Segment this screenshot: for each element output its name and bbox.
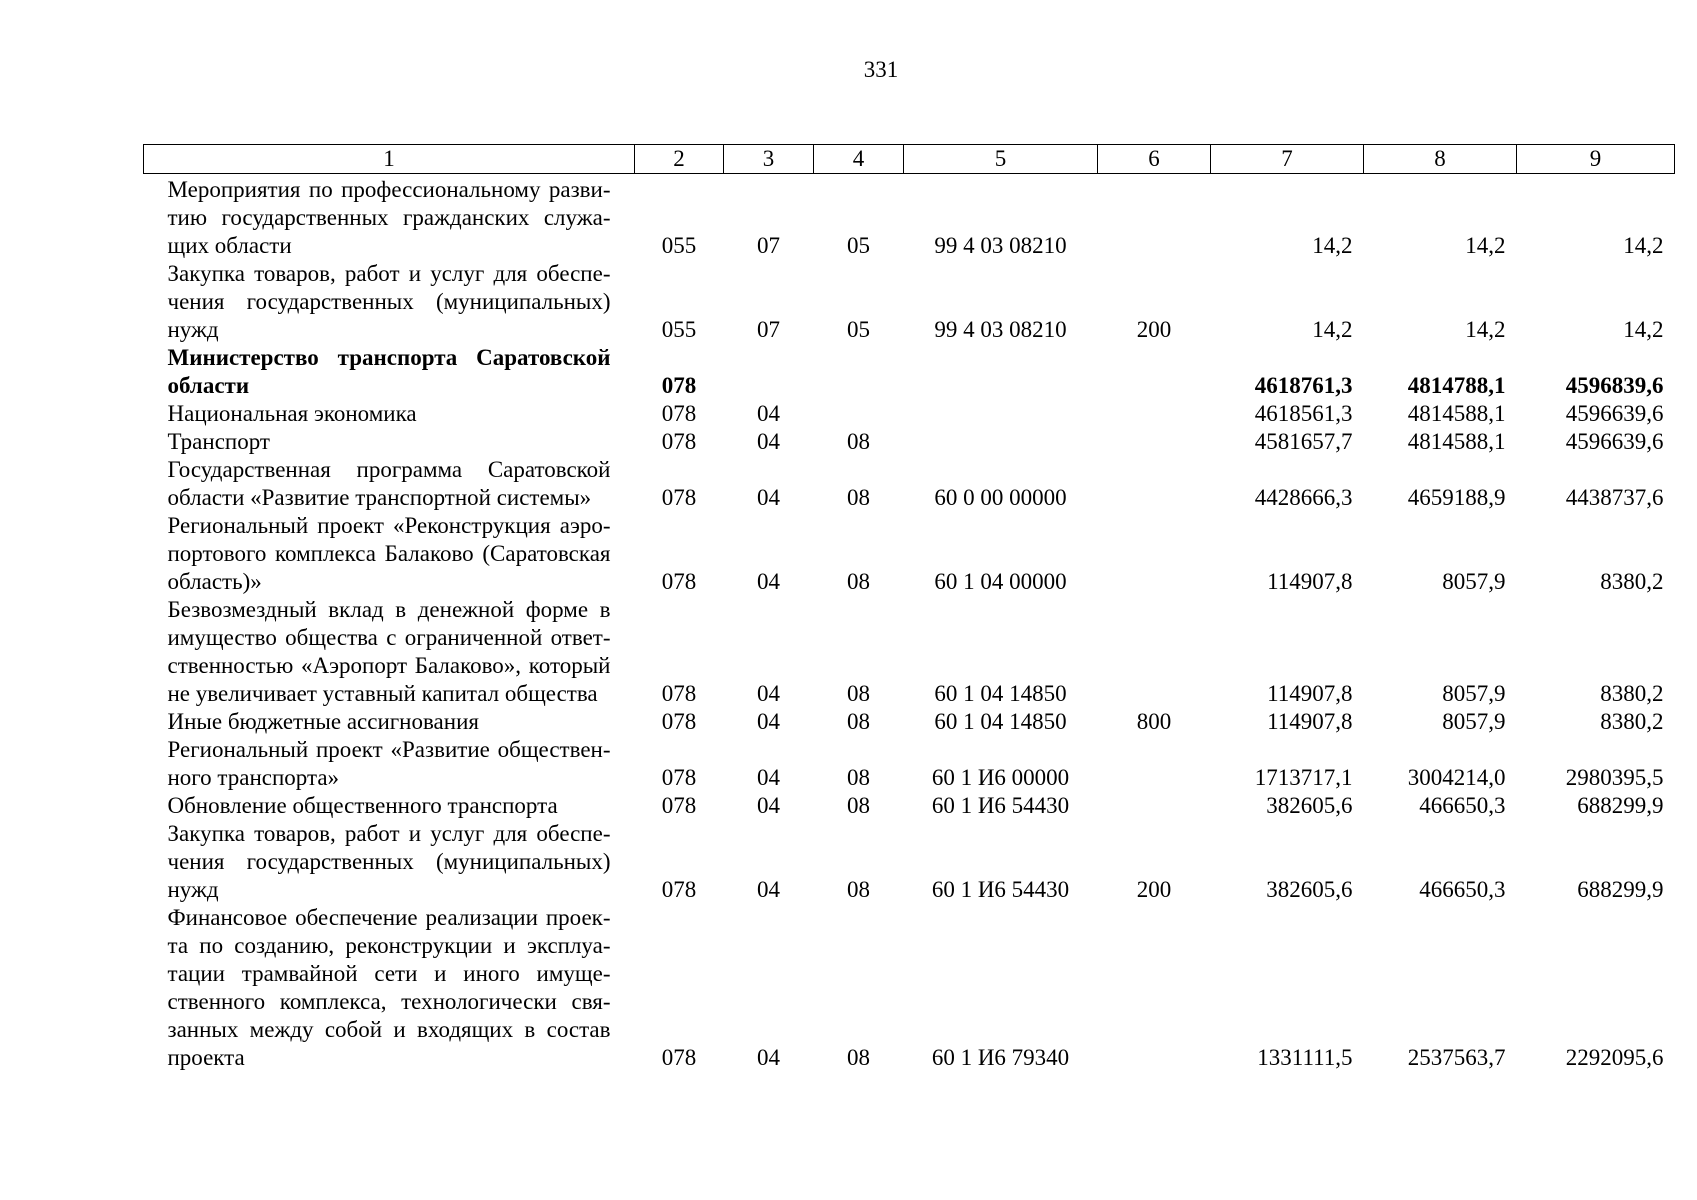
code-cell: 078: [661, 681, 697, 706]
amount-cell: 2292095,6: [1565, 1045, 1664, 1070]
amount-cell: 8057,9: [1442, 681, 1506, 706]
item-name-line: проекта: [167, 1045, 245, 1070]
item-name-line: Региональный проект «Реконструкция аэро-: [167, 513, 611, 538]
table-row: [144, 736, 1675, 792]
target-article-cell: 60 0 00 00000: [934, 485, 1067, 510]
amount-cell: 3004214,0: [1407, 765, 1506, 790]
amount-cell: 688299,9: [1577, 793, 1664, 818]
amount-cell: 14,2: [1312, 233, 1353, 258]
item-name-line: тации трамвайной сети и иного имуще-: [167, 961, 611, 986]
subsection-cell: 05: [847, 317, 870, 342]
section-cell: 04: [757, 429, 780, 454]
section-cell: 04: [757, 401, 780, 426]
item-name-line: области: [167, 373, 250, 398]
amount-cell: 4428666,3: [1254, 485, 1353, 510]
code-cell: 078: [661, 793, 697, 818]
amount-cell: 14,2: [1465, 233, 1506, 258]
section-cell: 07: [757, 233, 780, 258]
amount-cell: 4814588,1: [1407, 401, 1506, 426]
section-cell: 04: [757, 681, 780, 706]
target-article-cell: 60 1 04 14850: [934, 709, 1067, 734]
table-row: [144, 820, 1675, 904]
subsection-cell: 08: [847, 877, 870, 902]
amount-cell: 4438737,6: [1565, 485, 1664, 510]
section-cell: 07: [757, 317, 780, 342]
expense-type-cell: 200: [1136, 877, 1172, 902]
amount-cell: 114907,8: [1267, 569, 1353, 594]
subsection-cell: 08: [847, 765, 870, 790]
code-cell: 078: [661, 877, 697, 902]
expense-type-cell: [1098, 456, 1211, 512]
item-name-cell: [144, 456, 635, 512]
item-name-line: Транспорт: [167, 429, 270, 454]
item-name-cell: [144, 708, 635, 736]
item-name-cell: [144, 400, 635, 428]
header-cell: 6: [1098, 145, 1211, 174]
expense-type-cell: [1098, 428, 1211, 456]
table-header: [144, 145, 1675, 174]
page-number: 331: [863, 57, 899, 82]
target-article-cell: [904, 428, 1098, 456]
table-row: [144, 456, 1675, 512]
amount-cell: 8057,9: [1442, 569, 1506, 594]
amount-cell: 4618561,3: [1254, 401, 1353, 426]
item-name-line: ного транспорта»: [167, 765, 340, 790]
target-article-cell: 60 1 И6 54430: [931, 793, 1070, 818]
amount-cell: 2537563,7: [1407, 1045, 1506, 1070]
item-name-cell: [144, 512, 635, 596]
table-row: [144, 596, 1675, 708]
item-name-line: области «Развитие транспортной системы»: [167, 485, 592, 510]
table-row: [144, 400, 1675, 428]
amount-cell: 8380,2: [1600, 569, 1664, 594]
table-row: [144, 708, 1675, 736]
amount-cell: 2980395,5: [1565, 765, 1664, 790]
item-name-line: чения государственных (муниципальных): [167, 289, 611, 314]
subsection-cell: 08: [847, 1045, 870, 1070]
header-cell: 2: [635, 145, 724, 174]
amount-cell: 8057,9: [1442, 709, 1506, 734]
table-row: [144, 904, 1675, 1072]
amount-cell: 14,2: [1623, 317, 1664, 342]
code-cell: 078: [661, 401, 697, 426]
expense-type-cell: [1098, 400, 1211, 428]
subsection-cell: [814, 400, 904, 428]
expense-type-cell: 200: [1136, 317, 1172, 342]
target-article-cell: 60 1 И6 79340: [931, 1045, 1070, 1070]
section-cell: 04: [757, 877, 780, 902]
amount-cell: 4814588,1: [1407, 429, 1506, 454]
item-name-line: Иные бюджетные ассигнования: [167, 709, 479, 734]
item-name-line: чения государственных (муниципальных): [167, 849, 611, 874]
expense-type-cell: 800: [1136, 709, 1172, 734]
item-name-line: занных между собой и входящих в состав: [167, 1017, 611, 1042]
code-cell: 055: [661, 233, 697, 258]
item-name-line: Государственная программа Саратовской: [167, 457, 611, 482]
amount-cell: 688299,9: [1577, 877, 1664, 902]
table-row: [144, 792, 1675, 820]
code-cell: 078: [661, 373, 697, 398]
code-cell: 055: [661, 317, 697, 342]
item-name-cell: [144, 820, 635, 904]
amount-cell: 4659188,9: [1407, 485, 1506, 510]
section-cell: 04: [757, 793, 780, 818]
table-row: [144, 174, 1675, 261]
subsection-cell: 08: [847, 429, 870, 454]
item-name-line: ственностью «Аэропорт Балаково», который: [167, 653, 611, 678]
amount-cell: 466650,3: [1419, 793, 1506, 818]
section-cell: 04: [757, 709, 780, 734]
item-name-line: Национальная экономика: [167, 401, 417, 426]
code-cell: 078: [661, 485, 697, 510]
code-cell: 078: [661, 569, 697, 594]
item-name-line: Министерство транспорта Саратовской: [167, 345, 611, 370]
amount-cell: 4618761,3: [1254, 373, 1353, 398]
item-name-line: Мероприятия по профессиональному разви-: [167, 177, 611, 202]
section-cell: 04: [757, 1045, 780, 1070]
item-name-line: область)»: [167, 569, 262, 594]
amount-cell: 1713717,1: [1254, 765, 1353, 790]
item-name-line: нужд: [167, 317, 219, 342]
table-row: [144, 344, 1675, 400]
subsection-cell: 08: [847, 793, 870, 818]
item-name-line: Обновление общественного транспорта: [167, 793, 558, 818]
expense-type-cell: [1098, 174, 1211, 261]
amount-cell: 14,2: [1623, 233, 1664, 258]
amount-cell: 8380,2: [1600, 681, 1664, 706]
item-name-cell: [144, 736, 635, 792]
header-cell: 3: [724, 145, 814, 174]
section-cell: 04: [757, 485, 780, 510]
item-name-cell: [144, 596, 635, 708]
budget-table: [143, 144, 1675, 1072]
amount-cell: 114907,8: [1267, 709, 1353, 734]
amount-cell: 4596639,6: [1565, 401, 1664, 426]
target-article-cell: 60 1 И6 54430: [931, 877, 1070, 902]
target-article-cell: 99 4 03 08210: [934, 233, 1067, 258]
section-cell: [724, 344, 814, 400]
target-article-cell: 60 1 04 00000: [934, 569, 1067, 594]
subsection-cell: 08: [847, 681, 870, 706]
expense-type-cell: [1098, 512, 1211, 596]
amount-cell: 4814788,1: [1407, 373, 1506, 398]
header-cell: 7: [1211, 145, 1364, 174]
item-name-line: Региональный проект «Развитие обществен-: [167, 737, 611, 762]
table-row: [144, 260, 1675, 344]
item-name-line: Финансовое обеспечение реализации проек-: [167, 905, 611, 930]
subsection-cell: 08: [847, 485, 870, 510]
header-cell: 1: [144, 145, 635, 174]
expense-type-cell: [1098, 904, 1211, 1072]
target-article-cell: 60 1 И6 00000: [931, 765, 1070, 790]
item-name-line: тию государственных гражданских служа-: [167, 205, 611, 230]
header-cell: 4: [814, 145, 904, 174]
amount-cell: 1331111,5: [1257, 1045, 1353, 1070]
amount-cell: 382605,6: [1266, 793, 1353, 818]
item-name-cell: [144, 174, 635, 261]
code-cell: 078: [661, 709, 697, 734]
target-article-cell: 60 1 04 14850: [934, 681, 1067, 706]
item-name-line: Безвозмездный вклад в денежной форме в: [167, 597, 611, 622]
item-name-line: Закупка товаров, работ и услуг для обеспе-: [167, 261, 611, 286]
table-row: [144, 428, 1675, 456]
item-name-cell: [144, 344, 635, 400]
item-name-line: не увеличивает уставный капитал общества: [167, 681, 598, 706]
expense-type-cell: [1098, 792, 1211, 820]
target-article-cell: 99 4 03 08210: [934, 317, 1067, 342]
subsection-cell: 08: [847, 709, 870, 734]
amount-cell: 14,2: [1312, 317, 1353, 342]
amount-cell: 4596639,6: [1565, 429, 1664, 454]
item-name-line: нужд: [167, 877, 219, 902]
expense-type-cell: [1098, 344, 1211, 400]
target-article-cell: [904, 344, 1098, 400]
amount-cell: 114907,8: [1267, 681, 1353, 706]
code-cell: 078: [661, 429, 697, 454]
amount-cell: 14,2: [1465, 317, 1506, 342]
header-cell: 9: [1517, 145, 1675, 174]
item-name-cell: [144, 260, 635, 344]
target-article-cell: [904, 400, 1098, 428]
expense-type-cell: [1098, 596, 1211, 708]
header-cell: 8: [1364, 145, 1517, 174]
amount-cell: 382605,6: [1266, 877, 1353, 902]
item-name-line: имущество общества с ограниченной ответ-: [167, 625, 611, 650]
expense-type-cell: [1098, 736, 1211, 792]
section-cell: 04: [757, 765, 780, 790]
table-body: [144, 174, 1675, 1073]
item-name-cell: [144, 792, 635, 820]
item-name-line: Закупка товаров, работ и услуг для обеспе-: [167, 821, 611, 846]
code-cell: 078: [661, 1045, 697, 1070]
header-row: [144, 145, 1675, 174]
amount-cell: 4596839,6: [1565, 373, 1664, 398]
item-name-line: та по созданию, реконструкции и эксплуа-: [167, 933, 611, 958]
subsection-cell: 05: [847, 233, 870, 258]
subsection-cell: [814, 344, 904, 400]
table-row: [144, 512, 1675, 596]
section-cell: 04: [757, 569, 780, 594]
item-name-line: ственного комплекса, технологически свя-: [167, 989, 611, 1014]
item-name-line: щих области: [167, 233, 292, 258]
subsection-cell: 08: [847, 569, 870, 594]
amount-cell: 4581657,7: [1254, 429, 1353, 454]
header-cell: 5: [904, 145, 1098, 174]
amount-cell: 466650,3: [1419, 877, 1506, 902]
item-name-line: портового комплекса Балаково (Саратовская: [167, 541, 611, 566]
amount-cell: 8380,2: [1600, 709, 1664, 734]
code-cell: 078: [661, 765, 697, 790]
item-name-cell: [144, 428, 635, 456]
item-name-cell: [144, 904, 635, 1072]
